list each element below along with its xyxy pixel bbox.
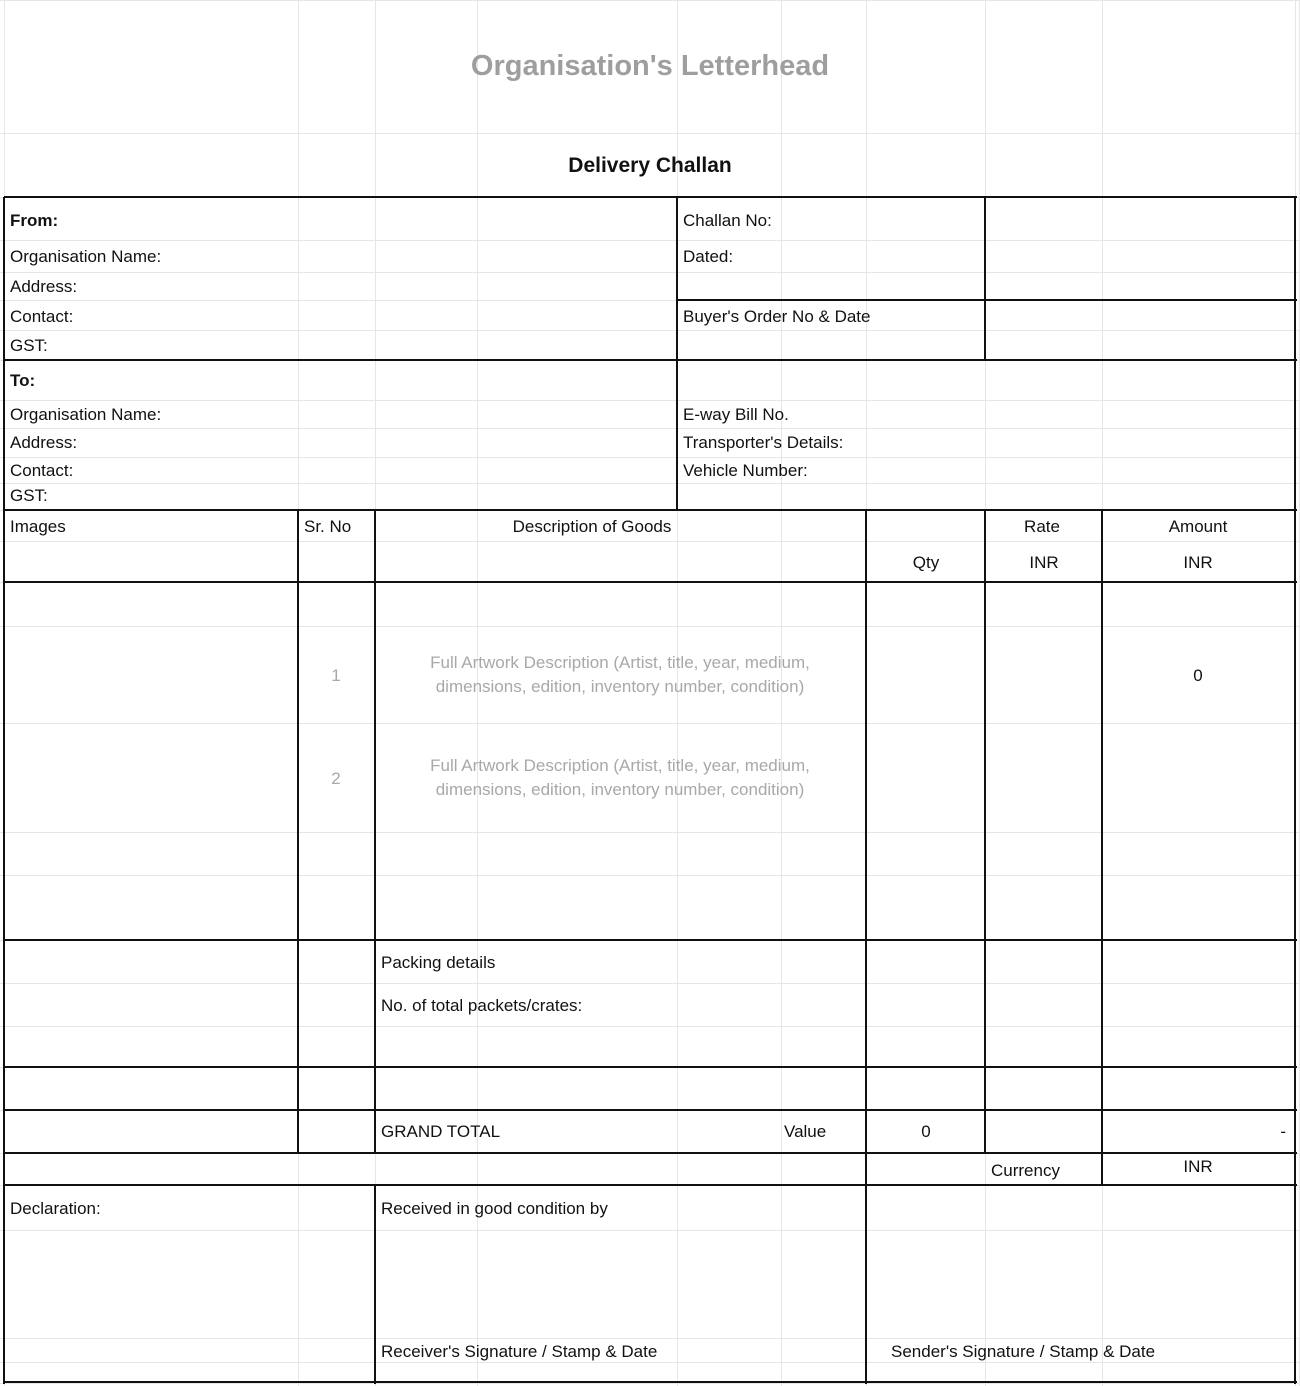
header-sr-no: Sr. No: [304, 517, 352, 536]
from-heading: From:: [10, 211, 59, 230]
border-line: [4, 1066, 1297, 1068]
border-line: [1101, 510, 1103, 1185]
to-heading: To:: [10, 371, 36, 390]
border-line: [4, 1381, 1297, 1383]
grid-line: [0, 626, 1300, 627]
row-2-desc-line2: dimensions, edition, inventory number, condition): [435, 780, 805, 799]
header-qty: Qty: [912, 553, 940, 572]
grid-line: [0, 1383, 1300, 1384]
header-description: Description of Goods: [512, 517, 672, 536]
document-title: Delivery Challan: [568, 154, 732, 177]
grid-line: [0, 875, 1300, 876]
packing-details-label: Packing details: [381, 953, 496, 972]
grid-line: [0, 1026, 1300, 1027]
total-qty: 0: [921, 1122, 931, 1141]
border-line: [984, 510, 986, 1153]
row-1-description[interactable]: [430, 651, 810, 699]
header-images: Images: [10, 517, 66, 536]
grid-line: [0, 0, 1300, 1]
currency-label: Currency: [991, 1161, 1060, 1180]
grid-line: [0, 723, 1300, 724]
challan-no-label: Challan No:: [683, 211, 772, 230]
border-line: [4, 1109, 1297, 1111]
border-line: [4, 1184, 1297, 1186]
transporter-label: Transporter's Details:: [683, 433, 844, 452]
row-1-desc-line2: dimensions, edition, inventory number, condition): [435, 677, 805, 696]
sender-signature-label: Sender's Signature / Stamp & Date: [891, 1342, 1156, 1361]
grid-line: [0, 983, 1300, 984]
grid-line: [0, 330, 1300, 331]
border-line: [676, 197, 678, 510]
to-contact[interactable]: Contact:: [10, 461, 74, 480]
grid-line: [0, 400, 1300, 401]
receiver-signature-label: Receiver's Signature / Stamp & Date: [381, 1342, 658, 1361]
header-amount-unit: INR: [1183, 553, 1213, 572]
border-line: [297, 510, 299, 1153]
border-line: [3, 197, 5, 1384]
border-line: [4, 939, 1297, 941]
header-rate: Rate: [1024, 517, 1060, 536]
grid-line: [0, 541, 1300, 542]
value-label: Value: [784, 1122, 827, 1141]
letterhead-title: Organisation's Letterhead: [470, 50, 830, 82]
grid-line: [0, 240, 1300, 241]
grid-line: [0, 133, 1300, 134]
eway-bill-label: E-way Bill No.: [683, 405, 789, 424]
grid-line: [0, 428, 1300, 429]
header-amount: Amount: [1168, 517, 1228, 536]
received-by-label: Received in good condition by: [381, 1199, 608, 1218]
border-line: [4, 196, 1297, 198]
grid-line: [0, 1338, 1300, 1339]
row-1-amount: 0: [1193, 666, 1203, 685]
total-amount: -: [1280, 1122, 1286, 1141]
from-address[interactable]: Address:: [10, 277, 78, 296]
grid-line: [0, 1230, 1300, 1231]
border-line: [984, 197, 986, 360]
grid-line: [0, 1362, 1300, 1363]
to-address[interactable]: Address:: [10, 433, 78, 452]
border-line: [4, 1152, 1297, 1154]
from-contact[interactable]: Contact:: [10, 307, 74, 326]
row-2-sr: 2: [331, 769, 341, 788]
grand-total-label: GRAND TOTAL: [381, 1122, 501, 1141]
to-org-name[interactable]: Organisation Name:: [10, 405, 162, 424]
grid-line: [0, 483, 1300, 484]
border-line: [4, 359, 1297, 361]
grid-line: [0, 457, 1300, 458]
border-line: [677, 299, 1297, 301]
row-1-sr: 1: [331, 666, 341, 685]
declaration-label: Declaration:: [10, 1199, 101, 1218]
dated-label: Dated:: [683, 247, 734, 266]
border-line: [374, 510, 376, 1153]
grid-line: [0, 272, 1300, 273]
header-rate-unit: INR: [1029, 553, 1059, 572]
border-line: [1294, 197, 1296, 1384]
buyers-order-label: Buyer's Order No & Date: [683, 307, 871, 326]
total-packets-label: No. of total packets/crates:: [381, 996, 583, 1015]
to-gst[interactable]: GST:: [10, 486, 48, 505]
currency-value: INR: [1183, 1157, 1213, 1176]
border-line: [865, 510, 867, 1384]
grid-line: [0, 832, 1300, 833]
row-2-description[interactable]: [430, 754, 810, 802]
border-line: [4, 509, 1297, 511]
border-line: [374, 1185, 376, 1384]
row-1-desc-line1: Full Artwork Description (Artist, title, year, medium,: [430, 653, 810, 672]
border-line: [4, 581, 1297, 583]
from-org-name[interactable]: Organisation Name:: [10, 247, 162, 266]
vehicle-label: Vehicle Number:: [683, 461, 808, 480]
row-2-desc-line1: Full Artwork Description (Artist, title, year, medium,: [430, 756, 810, 775]
from-gst[interactable]: GST:: [10, 336, 48, 355]
